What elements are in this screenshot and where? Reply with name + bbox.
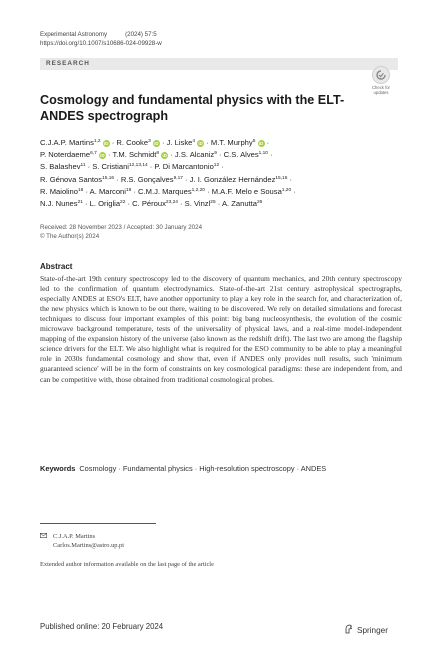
author-line: R. Génova Santos$^{15,16}$ · R.S. Gonçalves$^{9,17}$ · J. I. González Hernández$^{15,16}$ · — [40, 174, 293, 184]
article-type-label: RESEARCH — [46, 60, 90, 67]
check-for-updates-button[interactable] — [367, 66, 395, 96]
orcid-icon[interactable]: iD — [154, 141, 159, 146]
orcid-icon[interactable]: iD — [103, 141, 109, 146]
envelope-icon — [40, 533, 47, 542]
keywords-section — [40, 464, 402, 474]
springer-horse-icon — [344, 624, 353, 636]
author-line: C.J.A.P. Martins$^{1,2}$ iD · R. Cooke$^3$ iD · J. Liske$^4$ iD · M.T. Murphy$^5$ iD · — [40, 138, 270, 147]
received-accepted: Received: 28 November 2023 / Accepted: 30 January 2024 — [40, 224, 203, 231]
orcid-icon[interactable]: iD — [198, 141, 203, 146]
journal-name: Experimental Astronomy — [40, 31, 108, 38]
article-type-bar — [40, 58, 398, 70]
keywords-text: Cosmology · Fundamental physics · High-resolution spectroscopy · ANDES — [79, 464, 327, 473]
orcid-icon[interactable]: iD — [162, 153, 167, 159]
contact-name: C.J.A.P. Martins — [53, 533, 96, 540]
doi-link[interactable]: https://doi.org/10.1007/s10686-024-09928-w — [40, 40, 162, 47]
author-line: P. Noterdaeme$^{6,7}$ iD · T.M. Schmidt$^8$ iD · J.S. Alcaniz$^9$ · C.S. Alves$^{1,10}$ · — [40, 150, 273, 160]
copyright: © The Author(s) 2024 — [40, 233, 100, 241]
paper-title: Cosmology and fundamental physics with the ELT-ANDES spectrograph — [40, 93, 345, 123]
check-updates-line2: updates — [373, 90, 389, 95]
abstract-heading: Abstract — [40, 262, 73, 271]
journal-volume: (2024) 57:5 — [125, 31, 157, 38]
check-updates-line1: Check for — [372, 85, 390, 90]
corresponding-author — [40, 533, 124, 550]
journal-header — [40, 30, 162, 48]
author-list — [40, 137, 400, 210]
check-updates-icon — [372, 66, 390, 84]
publisher-name: Springer — [357, 625, 388, 635]
keywords-label: Keywords — [40, 464, 76, 473]
orcid-icon[interactable]: iD — [100, 153, 105, 159]
author-line: N.J. Nunes$^{21}$ · L. Origlia$^{22}$ · C. Péroux$^{23,24}$ · S. Vinzl$^{25}$ · A. Zanutta$^{26}$ — [40, 199, 263, 209]
abstract-section — [40, 262, 402, 385]
author-line: S. Balashev$^{11}$ · S. Cristiani$^{12,13,14}$ · P. Di Marcantonio$^{12}$ · — [40, 162, 224, 172]
article-dates — [40, 223, 202, 242]
author-line: R. Maiolino$^{18}$ · A. Marconi$^{19}$ · C.M.J. Marques$^{1,2,20}$ · M.A.F. Melo e Sousa$^{1,20}$ · — [40, 186, 296, 196]
footnote-divider — [40, 523, 156, 524]
abstract-text: State-of-the-art 19th century spectroscopy led to the discovery of quantum mechanics, and 20th century spectroscopy led to the confirmation of quantum electrodynamics. State-of-the-art 21st century astrophysical spectrographs, especially ANDES at ESO's ELT, have another opportunity to play a key role in the search for, and characterization of, the new physics which is known to be out there, waiting to be discovered. We rely on detailed simulations and forecast techniques to discuss four important examples of this point: big bang nucleosynthesis, the evolution of the cosmic microwave background temperature, tests of the universality of physical laws, and a real-time model-independent mapping of the expansion history of the universe (also known as the redshift drift). The last two are among the flagship science drivers for the ELT. We also highlight what is required for the ESO community to be able to play a meaningful role in 2030s fundamental cosmology and show that, even if ANDES only provides null results, such 'minimum guaranteed science' will be in the form of constraints on key cosmological paradigms: these are independent from, and can be competitive with, those obtained from traditional cosmological probes. — [40, 274, 402, 384]
contact-email[interactable]: Carlos.Martins@astro.up.pt — [53, 541, 125, 549]
extended-author-info: Extended author information available on the last page of the article — [40, 561, 214, 568]
published-date: Published online: 20 February 2024 — [40, 622, 164, 631]
springer-logo — [344, 624, 388, 636]
orcid-icon[interactable]: iD — [258, 141, 264, 146]
